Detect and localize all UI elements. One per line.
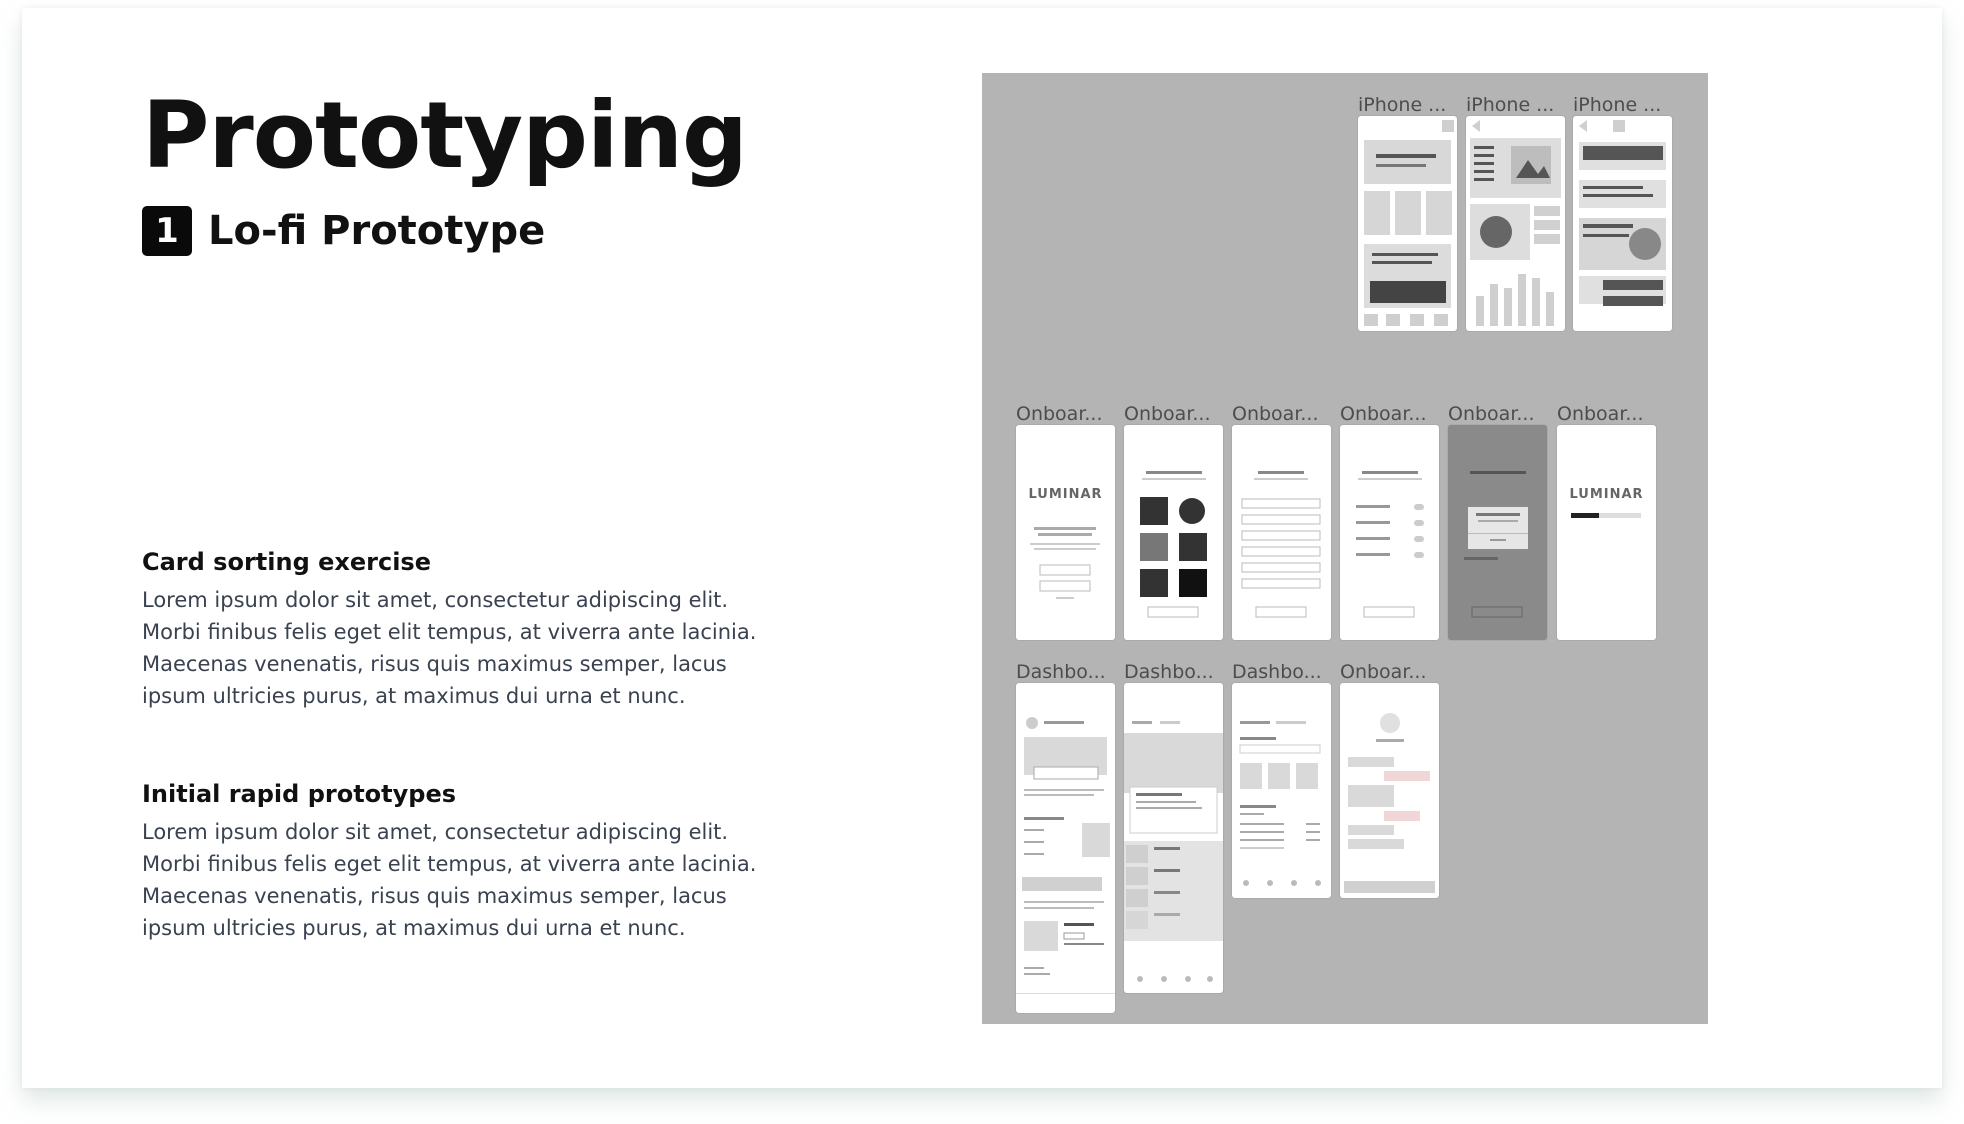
iphone-wireframe: [1466, 116, 1565, 331]
frame-label-onboarding: Onboar...: [1124, 403, 1211, 425]
page-title: Prototyping: [142, 82, 747, 189]
frame-label-dashboard: Dashbo...: [1016, 661, 1106, 683]
wireframe-sketch: [1016, 683, 1115, 1013]
section-rapid-prototypes: [142, 780, 762, 944]
section-heading: Initial rapid prototypes: [142, 780, 457, 808]
section-card-sorting: [142, 548, 762, 712]
frame-label-onboarding: Onboar...: [1016, 403, 1103, 425]
onboarding-wireframe: [1124, 425, 1223, 640]
frame-label-onboarding: Onboar...: [1340, 403, 1427, 425]
brand-wordmark: LUMINAR: [1569, 487, 1644, 502]
section-body: Lorem ipsum dolor sit amet, consectetur adipiscing elit. Morbi finibus felis eget elit tempus, at viverra ante lacinia. Maecenas venenatis, risus quis maximus semper, lacus ipsum ultricies purus, at maximus dui urna et nunc.: [142, 820, 757, 940]
section-body: Lorem ipsum dolor sit amet, consectetur adipiscing elit. Morbi finibus felis eget elit tempus, at viverra ante lacinia. Maecenas venenatis, risus quis maximus semper, lacus ipsum ultricies purus, at maximus dui urna et nunc.: [142, 588, 757, 708]
frame-label-iphone: iPhone ...: [1358, 94, 1447, 116]
slide-card: [22, 8, 1942, 1088]
wireframe-sketch: [1340, 425, 1439, 640]
brand-wordmark: LUMINAR: [1028, 487, 1103, 502]
dashboard-wireframe: [1016, 683, 1115, 1013]
dashboard-wireframe: [1124, 683, 1223, 993]
frame-label-onboarding: Onboar...: [1232, 403, 1319, 425]
dashboard-wireframe: [1232, 683, 1331, 898]
onboarding-wireframe: [1016, 425, 1115, 640]
frame-label-onboarding: Onboar...: [1557, 403, 1644, 425]
frame-label-dashboard: Dashbo...: [1124, 661, 1214, 683]
wireframe-sketch: [1466, 116, 1565, 331]
onboarding-wireframe-modal: [1448, 425, 1547, 640]
onboarding-wireframe: [1340, 683, 1439, 898]
wireframe-board: [982, 73, 1708, 1024]
wireframe-sketch: [1573, 116, 1672, 331]
onboarding-wireframe: [1340, 425, 1439, 640]
wireframe-sketch: [1016, 425, 1115, 640]
wireframe-sketch: [1124, 425, 1223, 640]
wireframe-sketch: [1232, 683, 1331, 898]
frame-label-onboarding: Onboar...: [1448, 403, 1535, 425]
step-number-badge: 1: [142, 206, 192, 256]
frame-label-iphone: iPhone ...: [1466, 94, 1555, 116]
subtitle-text: Lo-fi Prototype: [208, 208, 546, 254]
wireframe-sketch: [1448, 425, 1547, 640]
wireframe-sketch: [1340, 683, 1439, 898]
subtitle-row: [142, 206, 545, 256]
wireframe-sketch: [1358, 116, 1457, 331]
onboarding-wireframe: [1557, 425, 1656, 640]
section-heading: Card sorting exercise: [142, 548, 431, 576]
frame-label-onboarding: Onboar...: [1340, 661, 1427, 683]
frame-label-iphone: iPhone ...: [1573, 94, 1662, 116]
wireframe-sketch: [1557, 425, 1656, 640]
onboarding-wireframe: [1232, 425, 1331, 640]
frame-label-dashboard: Dashbo...: [1232, 661, 1322, 683]
iphone-wireframe: [1358, 116, 1457, 331]
wireframe-sketch: [1124, 683, 1223, 993]
wireframe-sketch: [1232, 425, 1331, 640]
iphone-wireframe: [1573, 116, 1672, 331]
